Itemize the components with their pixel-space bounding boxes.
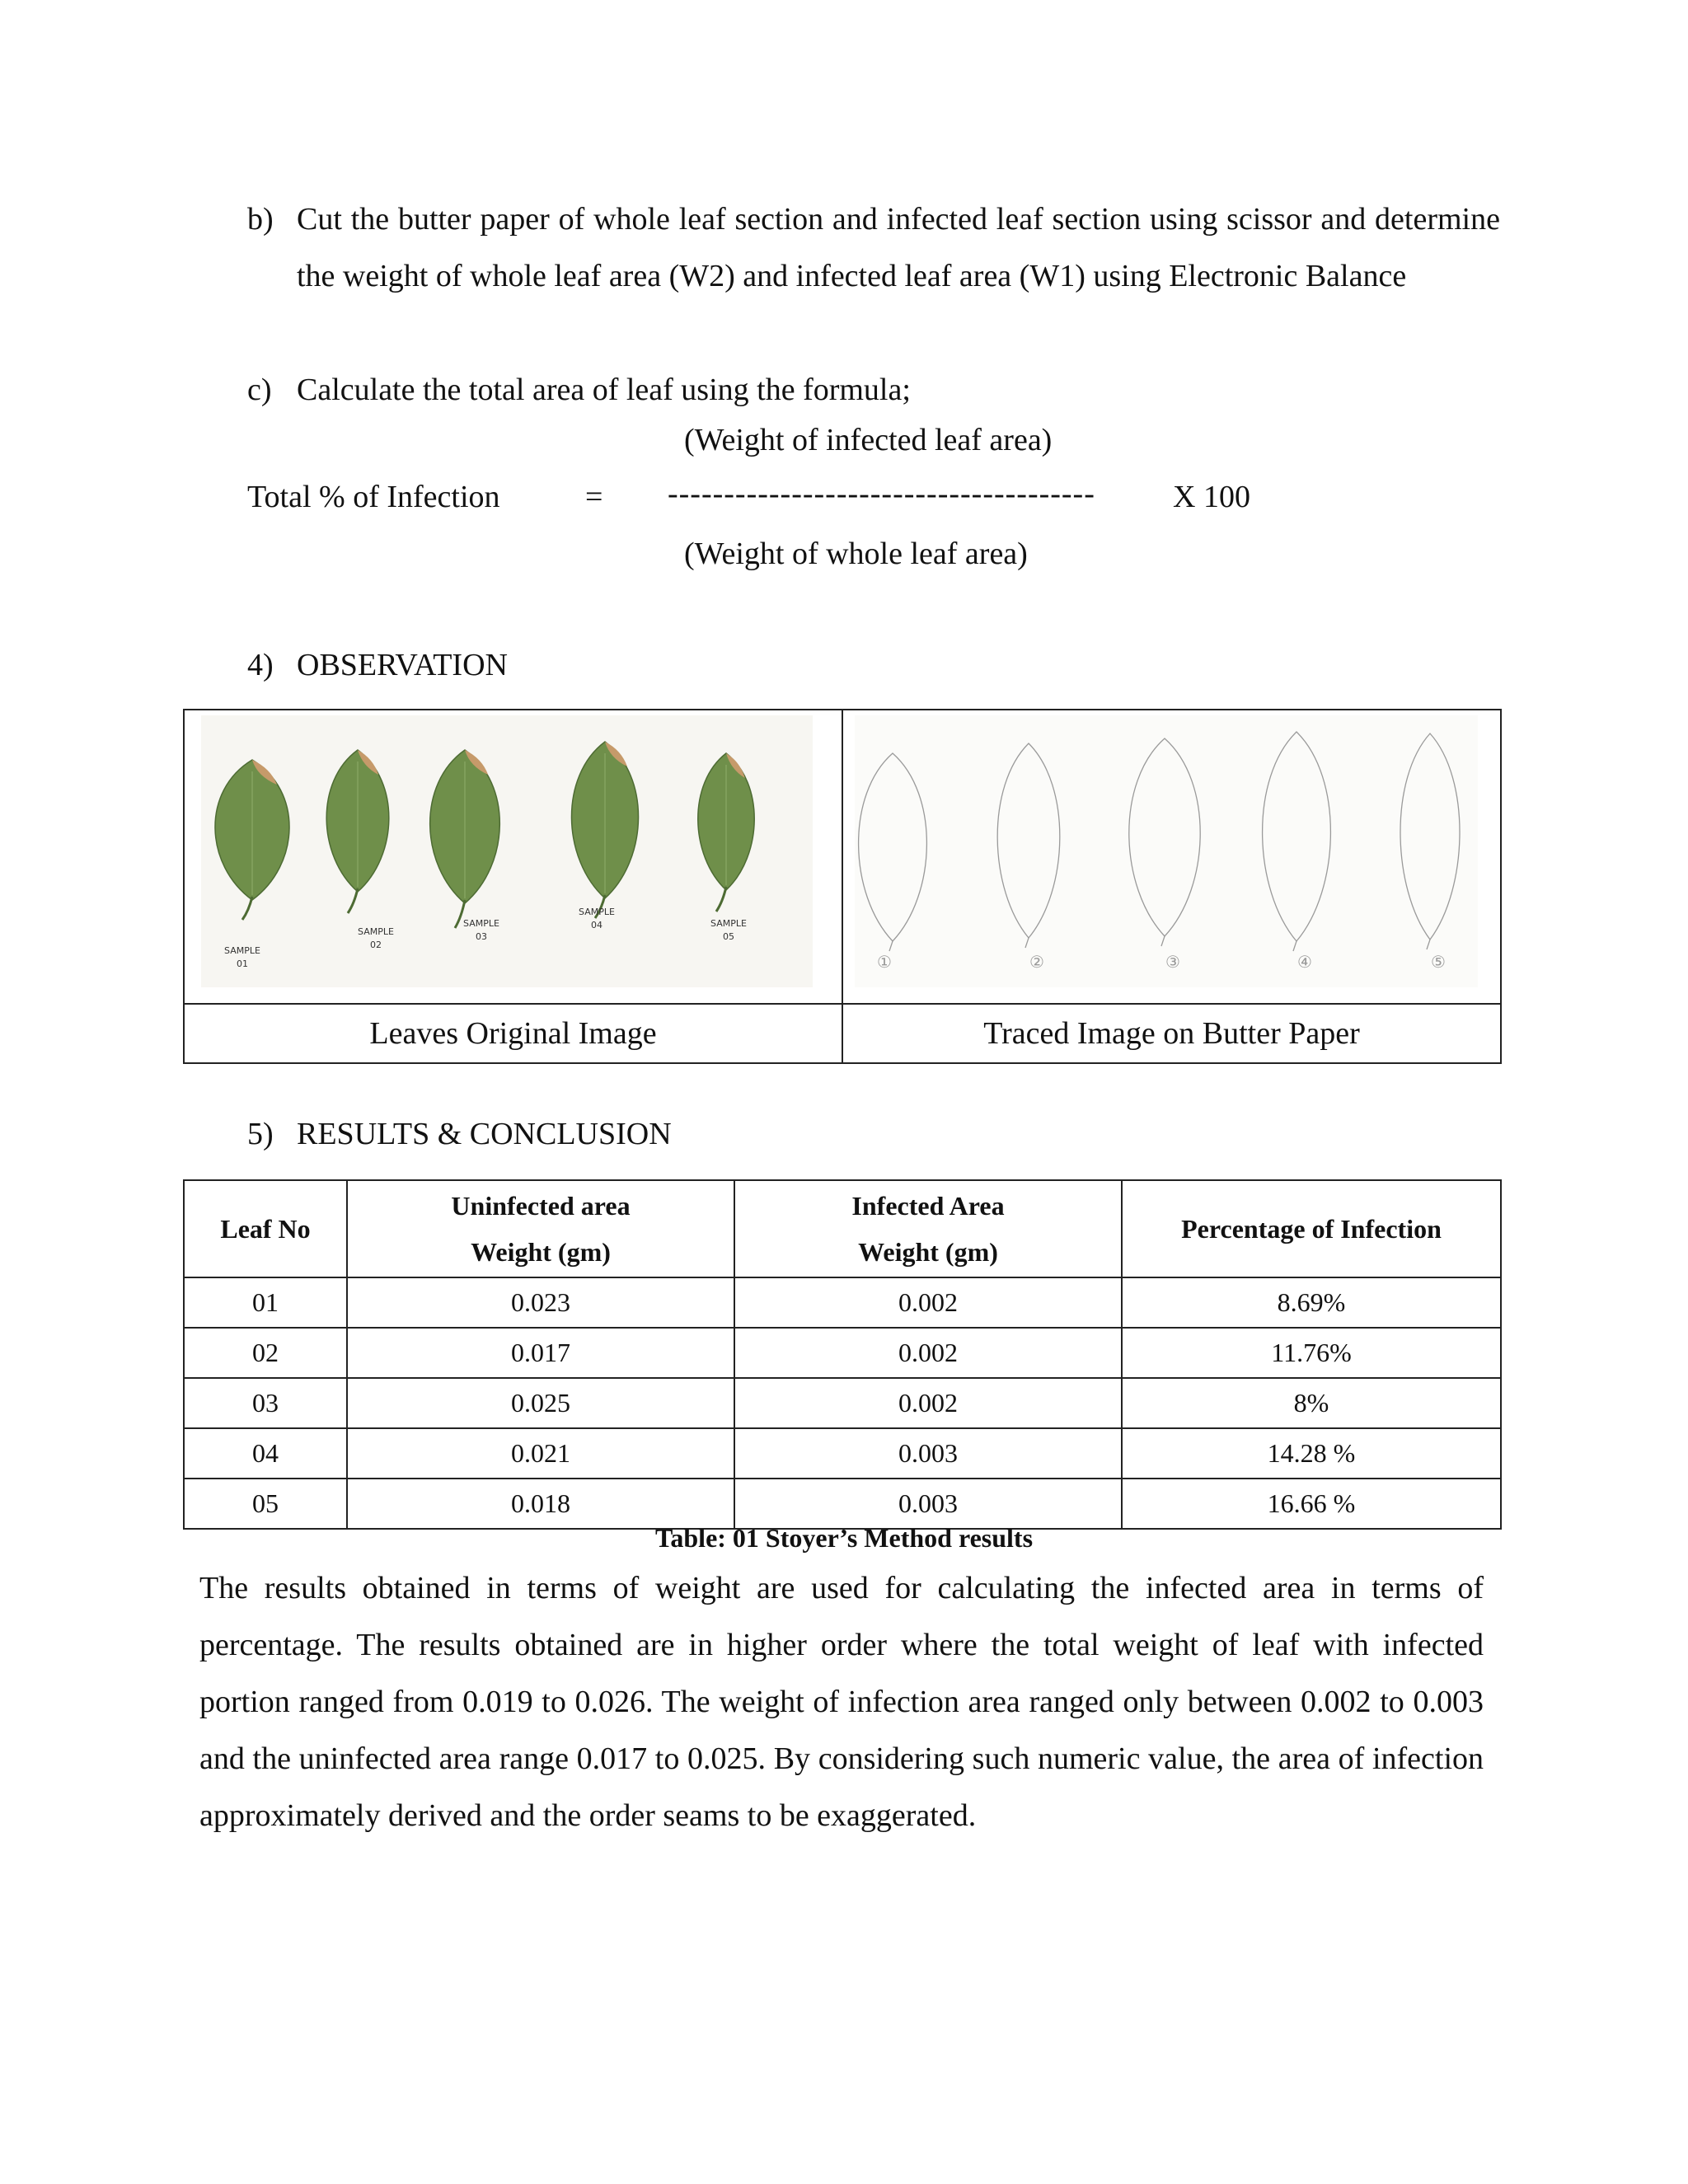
cell-infected: 0.002 xyxy=(734,1277,1122,1328)
cell-percent: 16.66 % xyxy=(1122,1479,1501,1529)
cell-infected: 0.002 xyxy=(734,1378,1122,1428)
section-number: 4) xyxy=(247,648,274,682)
formula-divider: -------------------------------------- xyxy=(668,476,1095,511)
header-line: Uninfected area xyxy=(451,1191,631,1221)
section-heading-observation xyxy=(247,647,508,683)
conclusion-paragraph: The results obtained in terms of weight are used for calculating the infected area in terms of percentage. The results obtained are in higher order where the total weight of leaf with infected portion ranged from 0.019 to 0.026. The weight of infection area ranged only between 0.002 to 0.003 and the uninfected area range 0.017 to 0.025. By considering such numeric value, the area of infection approximately derived and the order seams to be exaggerated. xyxy=(199,1571,1484,1833)
sample-label-word: SAMPLE xyxy=(358,926,394,937)
trace-marker: ⑤ xyxy=(1431,952,1446,972)
cell-leaf-no: 04 xyxy=(184,1428,347,1479)
table-row xyxy=(184,1277,1501,1328)
section-heading-results xyxy=(247,1116,672,1152)
cell-percent: 14.28 % xyxy=(1122,1428,1501,1479)
section-title: OBSERVATION xyxy=(297,648,508,682)
leaves-original-image-cell xyxy=(184,710,842,1004)
section-number: 5) xyxy=(247,1117,274,1151)
traced-image xyxy=(843,710,1494,999)
right-caption: Traced Image on Butter Paper xyxy=(842,1004,1501,1063)
header-leaf-no: Leaf No xyxy=(184,1180,347,1277)
trace-marker: ① xyxy=(877,952,892,972)
header-infected xyxy=(734,1180,1122,1277)
observation-table xyxy=(183,709,1502,1064)
cell-percent: 8% xyxy=(1122,1378,1501,1428)
table-row xyxy=(184,1428,1501,1479)
header-line: Weight (gm) xyxy=(471,1237,611,1267)
sample-label-number: 02 xyxy=(370,940,382,950)
cell-leaf-no: 05 xyxy=(184,1479,347,1529)
sample-label-word: SAMPLE xyxy=(463,918,499,929)
header-percentage: Percentage of Infection xyxy=(1122,1180,1501,1277)
table-header-row xyxy=(184,1180,1501,1277)
table-row xyxy=(184,1328,1501,1378)
header-uninfected xyxy=(347,1180,734,1277)
trace-marker: ② xyxy=(1029,952,1044,972)
cell-infected: 0.003 xyxy=(734,1479,1122,1529)
trace-marker: ③ xyxy=(1165,952,1180,972)
cell-leaf-no: 03 xyxy=(184,1378,347,1428)
cell-percent: 8.69% xyxy=(1122,1277,1501,1328)
step-text: Cut the butter paper of whole leaf section and infected leaf section using scissor and determine the weight of whole leaf area (W2) and infected leaf area (W1) using Electronic Balance xyxy=(297,202,1500,293)
cell-leaf-no: 01 xyxy=(184,1277,347,1328)
step-marker: b) xyxy=(247,202,274,237)
cell-infected: 0.003 xyxy=(734,1428,1122,1479)
sample-label-number: 03 xyxy=(476,931,487,942)
formula-multiplier: X 100 xyxy=(1173,480,1250,514)
left-caption: Leaves Original Image xyxy=(184,1004,842,1063)
sample-label-number: 01 xyxy=(237,958,248,969)
sample-label-word: SAMPLE xyxy=(224,945,260,956)
cell-uninfected: 0.018 xyxy=(347,1479,734,1529)
cell-percent: 11.76% xyxy=(1122,1328,1501,1378)
table-row xyxy=(184,1378,1501,1428)
cell-uninfected: 0.017 xyxy=(347,1328,734,1378)
traced-image-cell xyxy=(842,710,1501,1004)
cell-uninfected: 0.025 xyxy=(347,1378,734,1428)
sample-label-number: 04 xyxy=(591,920,603,930)
header-line: Weight (gm) xyxy=(858,1237,998,1267)
trace-marker: ④ xyxy=(1297,952,1312,972)
butter-paper-background xyxy=(855,715,1478,987)
step-text: Calculate the total area of leaf using the formula; xyxy=(297,373,911,407)
header-line: Infected Area xyxy=(851,1191,1005,1221)
cell-uninfected: 0.023 xyxy=(347,1277,734,1328)
formula-lhs: Total % of Infection xyxy=(247,480,500,514)
table-caption: Table: 01 Stoyer’s Method results xyxy=(654,1523,1034,1553)
step-c xyxy=(247,362,1500,419)
sample-label-word: SAMPLE xyxy=(579,907,615,917)
section-title: RESULTS & CONCLUSION xyxy=(297,1117,672,1151)
cell-infected: 0.002 xyxy=(734,1328,1122,1378)
results-table xyxy=(183,1179,1502,1530)
step-b xyxy=(247,191,1500,305)
formula-equals: = xyxy=(585,480,603,514)
cell-leaf-no: 02 xyxy=(184,1328,347,1378)
table-row xyxy=(184,1479,1501,1529)
cell-uninfected: 0.021 xyxy=(347,1428,734,1479)
sample-label-word: SAMPLE xyxy=(710,918,747,929)
formula-denominator: (Weight of whole leaf area) xyxy=(684,537,1028,571)
leaves-original-image xyxy=(185,710,836,999)
step-marker: c) xyxy=(247,373,272,407)
sample-label-number: 05 xyxy=(723,931,734,942)
formula-numerator: (Weight of infected leaf area) xyxy=(684,423,1053,457)
